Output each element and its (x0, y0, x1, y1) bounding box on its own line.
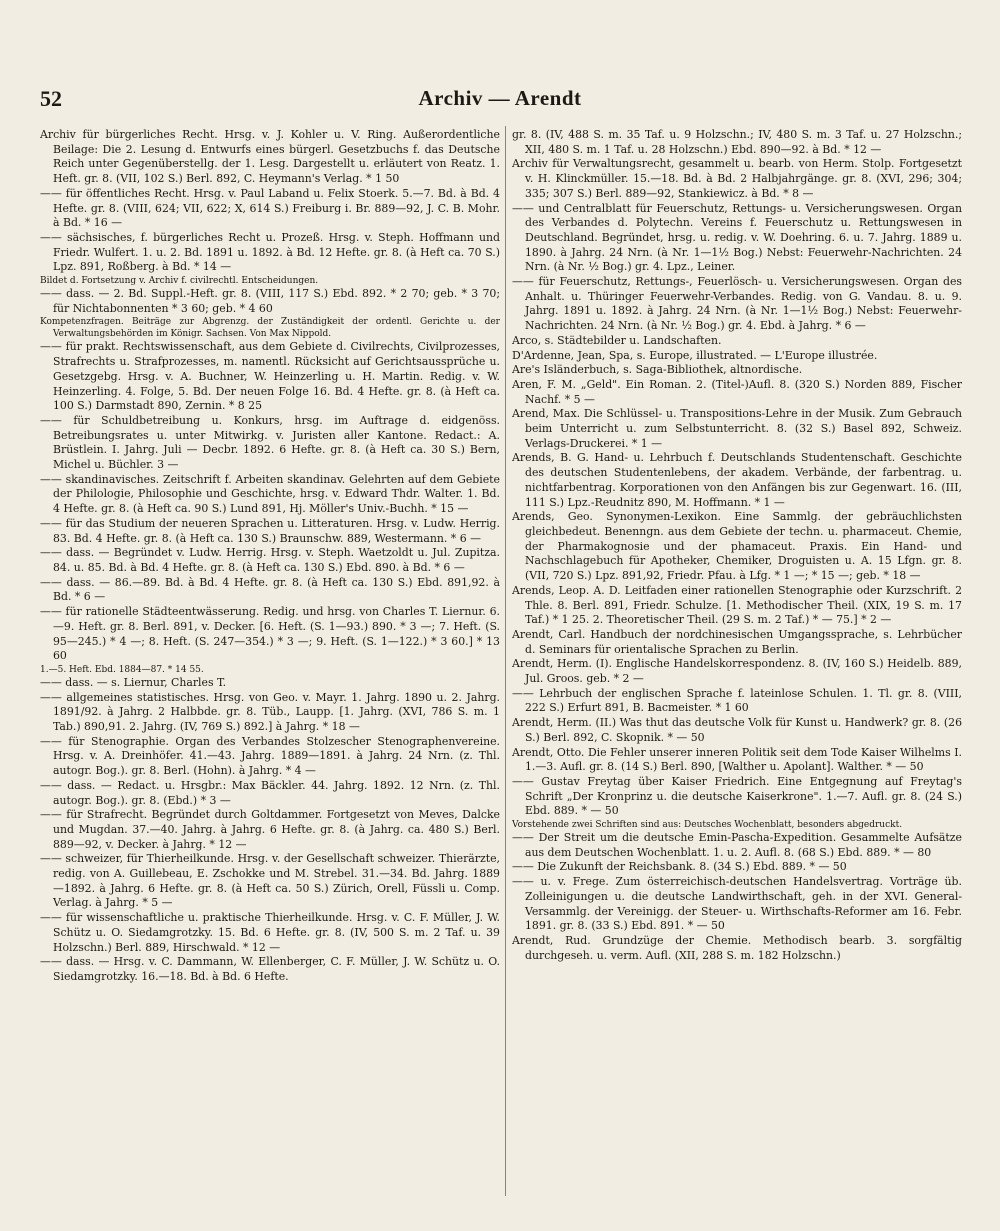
bibliography-entry: —— u. v. Frege. Zum österreichisch-deutschen Handelsvertrag. Vorträge üb. Zolleinigungen u. die deutsche Landwirthschaft, geh. in der XVI. General-Versammlg. der Vereinigg. der Steuer- u. Wirthschafts-Reformer am 16. Febr. 1891. gr. 8. (33 S.) Ebd. 891. * — 50 (512, 875, 962, 933)
bibliography-entry: Aren, F. M. „Geld". Ein Roman. 2. (Titel-)Aufl. 8. (320 S.) Norden 889, Fischer Nachf. * 5 — (512, 377, 962, 406)
bibliography-entry: Arends, B. G. Hand- u. Lehrbuch f. Deutschlands Studentenschaft. Geschichte des deutschen Studentenlebens, der akadem. Verbände, der farbentrag. u. nichtfarbentrag. Korporationen von den Anfängen bis zur Gegenwart. 16. (III, 111 S.) Lpz.-Reudnitz 890, M. Hoffmann. * 1 — (512, 451, 962, 509)
bibliography-entry: —— dass. — 2. Bd. Suppl.-Heft. gr. 8. (VIII, 117 S.) Ebd. 892. * 2 70; geb. * 3 70; für Nichtabonnenten * 3 60; geb. * 4 60 (40, 287, 500, 315)
bibliography-entry: Archiv für bürgerliches Recht. Hrsg. v. J. Kohler u. V. Ring. Außerordentliche Beilage: Die 2. Lesung d. Entwurfs eines bürgerl. Gesetzbuchs f. das Deutsche Reich unter Gegenüberstellg. der 1. Lesg. Dargestellt u. erläutert von Reatz. 1. Heft. gr. 8. (VII, 102 S.) Berl. 892, C. Heymann's Verlag. * 1 50 (40, 128, 500, 186)
right-column (512, 128, 962, 1203)
bibliography-entry: —— für prakt. Rechtswissenschaft, aus dem Gebiete d. Civilrechts, Civilprozesses, Strafrechts u. Strafprozesses, m. namentl. Rücksicht auf Gerichtsaussprüche u. Gesetzgebg. Hrsg. v. A. Buchner, W. Heinzerling u. H. Martin. Redig. v. W. Heinzerling. 4. Folge, 5. Bd. Der neuen Folge 16. Bd. 4 Hefte. gr. 8. (à Heft ca. 100 S.) Darmstadt 890, Zernin. * 8 25 (40, 340, 500, 413)
bibliography-entry: —— dass. — s. Liernur, Charles T. (40, 675, 227, 689)
bibliography-entry: —— für Strafrecht. Begründet durch Goltdammer. Fortgesetzt von Meves, Dalcke und Mugdan. 37.—40. Jahrg. à Jahrg. 6 Hefte. gr. 8. (à Jahrg. ca. 480 S.) Berl. 889—92, v. Decker. à Jahrg. * 12 — (40, 808, 500, 851)
bibliography-entry: Arendt, Rud. Grundzüge der Chemie. Methodisch bearb. 3. sorgfältig durchgeseh. u. verm. Aufl. (XII, 288 S. m. 182 Holzschn.) (512, 933, 962, 962)
bibliography-entry: Arendt, Otto. Die Fehler unserer inneren Politik seit dem Tode Kaiser Wilhelms I. 1.—3. Aufl. gr. 8. (14 S.) Berl. 890, [Walther u. Apolant]. Walther. * — 50 (512, 745, 962, 774)
bibliography-entry: —— für das Studium der neueren Sprachen u. Litteraturen. Hrsg. v. Ludw. Herrig. 83. Bd. 4 Hefte. gr. 8. (à Heft ca. 130 S.) Braunschw. 889, Westermann. * 6 — (40, 516, 500, 545)
bibliography-entry: Are's Isländerbuch, s. Saga-Bibliothek, altnordische. (512, 363, 803, 377)
bibliography-entry: —— allgemeines statistisches. Hrsg. von Geo. v. Mayr. 1. Jahrg. 1890 u. 2. Jahrg. 1891/92. à Jahrg. 2 Halbbde. gr. 8. Tüb., Laupp. [1. Jahrg. (XVI, 786 S. m. 1 Tab.) 890,91. 2. Jahrg. (IV, 769 S.) 892.] à Jahrg. * 18 — (40, 690, 500, 734)
bibliography-entry: Arend, Max. Die Schlüssel- u. Transpositions-Lehre in der Musik. Zum Gebrauch beim Unterricht u. zum Selbstunterricht. 8. (32 S.) Basel 892, Schweiz. Verlags-Druckerei. * 1 — (512, 407, 962, 450)
column-divider (505, 126, 506, 1196)
bibliography-entry: —— sächsisches, f. bürgerliches Recht u. Prozeß. Hrsg. v. Steph. Hoffmann und Friedr. Wulfert. 1. u. 2. Bd. 1891 u. 1892. à Bd. 12 Hefte. gr. 8. (à Heft ca. 70 S.) Lpz. 891, Roßberg. à Bd. * 14 — (40, 230, 500, 274)
bibliography-entry: 1.—5. Heft. Ebd. 1884—87. * 14 55. (40, 664, 204, 675)
bibliography-entry: —— und Centralblatt für Feuerschutz, Rettungs- u. Versicherungswesen. Organ des Verbandes d. Polytechn. Vereins f. Feuerschutz u. Rettungswesen in Deutschland. Begründet, hrsg. u. redig. v. W. Doehring. 6. u. 7. Jahrg. 1889 u. 1890. à Jahrg. 24 Nrn. (à Nr. 1—1½ Bog.) Nebst: Feuerwehr-Nachrichten. 24 Nrn. (à Nr. ½ Bog.) gr. 4. Lpz., Leiner. (512, 201, 962, 274)
bibliography-entry: —— Lehrbuch der englischen Sprache f. lateinlose Schulen. 1. Tl. gr. 8. (VIII, 222 S.) Erfurt 891, B. Bacmeister. * 1 60 (512, 686, 962, 715)
bibliography-entry: D'Ardenne, Jean, Spa, s. Europe, illustrated. — L'Europe illustrée. (512, 348, 878, 362)
bibliography-entry: —— für öffentliches Recht. Hrsg. v. Paul Laband u. Felix Stoerk. 5.—7. Bd. à Bd. 4 Hefte. gr. 8. (VIII, 624; VII, 622; X, 614 S.) Freiburg i. Br. 889—92, J. C. B. Mohr. à Bd. * 16 — (40, 186, 500, 230)
bibliography-entry: Arends, Leop. A. D. Leitfaden einer rationellen Stenographie oder Kurzschrift. 2 Thle. 8. Berl. 891, Friedr. Schulze. [1. Methodischer Theil. (XIX, 19 S. m. 17 Taf.) * 1 25. 2. Theoretischer Theil. (29 S. m. 2 Taf.) * — 75.] * 2 — (512, 583, 962, 627)
bibliography-entry: Vorstehende zwei Schriften sind aus: Deutsches Wochenblatt, besonders abgedruckt. (512, 820, 903, 831)
bibliography-entry: Arco, s. Städtebilder u. Landschaften. (512, 333, 722, 347)
left-column (40, 128, 500, 1203)
bibliography-entry: —— skandinavisches. Zeitschrift f. Arbeiten skandinav. Gelehrten auf dem Gebiete der Philologie, Philosophie und Geschichte, hrsg. v. Edward Thdr. Walter. 1. Bd. 4 Hefte. gr. 8. (à Heft ca. 90 S.) Lund 891, Hj. Möller's Univ.-Buchh. * 15 — (40, 472, 500, 516)
bibliography-entry: —— dass. — Hrsg. v. C. Dammann, W. Ellenberger, C. F. Müller, J. W. Schütz u. O. Siedamgrotzky. 16.—18. Bd. à Bd. 6 Hefte. (40, 955, 500, 983)
bibliography-entry: Arends, Geo. Synonymen-Lexikon. Eine Sammlg. der gebräuchlichsten gleichbedeut. Benenngn. aus dem Gebiete der techn. u. pharmaceut. Chemie, der Pharmakognosie und der phamaceut. Praxis. Ein Hand- und Nachschlagebuch für Apotheker, Chemiker, Droguisten u. A. 15 Lfgn. gr. 8. (VII, 720 S.) Lpz. 891,92, Friedr. Pfau. à Lfg. * 1 —; * 15 —; geb. * 18 — (512, 510, 962, 583)
bibliography-entry: —— für wissenschaftliche u. praktische Thierheilkunde. Hrsg. v. C. F. Müller, J. W. Schütz u. O. Siedamgrotzky. 15. Bd. 6 Hefte. gr. 8. (IV, 500 S. m. 2 Taf. u. 39 Holzschn.) Berl. 889, Hirschwald. * 12 — (40, 911, 500, 954)
bibliography-entry: —— dass. — 86.—89. Bd. à Bd. 4 Hefte. gr. 8. (à Heft ca. 130 S.) Ebd. 891,92. à Bd. * 6 — (40, 575, 500, 604)
bibliography-entry: —— schweizer, für Thierheilkunde. Hrsg. v. der Gesellschaft schweizer. Thierärzte, redig. von A. Guillebeau, E. Zschokke und M. Strebel. 31.—34. Bd. Jahrg. 1889—1892. à Jahrg. 6 Hefte. gr. 8. (à Heft ca. 50 S.) Zürich, Orell, Füssli u. Comp. Verlag. à Jahrg. * 5 — (40, 852, 500, 910)
page-number: 52 (40, 86, 62, 111)
bibliography-entry: —— für Stenographie. Organ des Verbandes Stolzescher Stenographenvereine. Hrsg. v. A. Dreinhöfer. 41.—43. Jahrg. 1889—1891. à Jahrg. 24 Nrn. (z. Thl. autogr. Bog.). gr. 8. Berl. (Hohn). à Jahrg. * 4 — (40, 734, 500, 778)
bibliography-entry: Arendt, Herm. (II.) Was thut das deutsche Volk für Kunst u. Handwerk? gr. 8. (26 S.) Berl. 892, C. Skopnik. * — 50 (512, 716, 962, 744)
running-title: Archiv — Arendt (418, 86, 582, 110)
bibliography-entry: —— für Schuldbetreibung u. Konkurs, hrsg. im Auftrage d. eidgenöss. Betreibungsrates u. unter Mitwirkg. v. Juristen aller Kantone. Redact.: A. Brüstlein. I. Jahrg. Juli — Decbr. 1892. 6 Hefte. gr. 8. (à Heft ca. 30 S.) Bern, Michel u. Büchler. 3 — (40, 413, 500, 472)
bibliography-entry: Arendt, Carl. Handbuch der nordchinesischen Umgangssprache, s. Lehrbücher d. Seminars für orientalische Sprachen zu Berlin. (512, 627, 962, 656)
bibliography-entry: Archiv für Verwaltungsrecht, gesammelt u. bearb. von Herm. Stolp. Fortgesetzt v. H. Klinckmüller. 15.—18. Bd. à Bd. 2 Halbjahrgänge. gr. 8. (XVI, 296; 304; 335; 307 S.) Berl. 889—92, Stankiewicz. à Bd. * 8 — (512, 157, 962, 200)
bibliography-entry: —— dass. — Begründet v. Ludw. Herrig. Hrsg. v. Steph. Waetzoldt u. Jul. Zupitza. 84. u. 85. Bd. à Bd. 4 Hefte. gr. 8. (à Heft ca. 130 S.) Ebd. 890. à Bd. * 6 — (40, 546, 500, 574)
bibliography-entry: —— dass. — Redact. u. Hrsgbr.: Max Bäckler. 44. Jahrg. 1892. 12 Nrn. (z. Thl. autogr. Bog.). gr. 8. (Ebd.) * 3 — (40, 778, 500, 807)
bibliography-entry: —— Gustav Freytag über Kaiser Friedrich. Eine Entgegnung auf Freytag's Schrift „Der Kronprinz u. die deutsche Kaiserkrone". 1.—7. Aufl. gr. 8. (24 S.) Ebd. 889. * — 50 (512, 774, 962, 818)
bibliography-entry: —— für rationelle Städteentwässerung. Redig. und hrsg. von Charles T. Liernur. 6.—9. Heft. gr. 8. Berl. 891, v. Decker. [6. Heft. (S. 1—93.) 890. * 3 —; 7. Heft. (S. 95—245.) * 4 —; 8. Heft. (S. 247—354.) * 3 —; 9. Heft. (S. 1—122.) * 3 60.] * 13 60 (40, 605, 500, 663)
bibliography-entry: gr. 8. (IV, 488 S. m. 35 Taf. u. 9 Holzschn.; IV, 480 S. m. 3 Taf. u. 27 Holzschn.; XII, 480 S. m. 1 Taf. u. 28 Holzschn.) Ebd. 890—92. à Bd. * 12 — (512, 128, 962, 156)
bibliography-entry: Bildet d. Fortsetzung v. Archiv f. civilrechtl. Entscheidungen. (40, 276, 319, 287)
bibliography-entry: Arendt, Herm. (I). Englische Handelskorrespondenz. 8. (IV, 160 S.) Heidelb. 889, Jul. Groos. geb. * 2 — (512, 657, 962, 686)
page-header (40, 86, 960, 122)
bibliography-entry: Kompetenzfragen. Beiträge zur Abgrenzg. der Zuständigkeit der ordentl. Gerichte u. der Verwaltungsbehörden im Königr. Sachsen. Von Max Nippold. (40, 317, 500, 340)
bibliography-entry: —— Der Streit um die deutsche Emin-Pascha-Expedition. Gesammelte Aufsätze aus dem Deutschen Wochenblatt. 1. u. 2. Aufl. 8. (68 S.) Ebd. 889. * — 80 (512, 831, 962, 859)
bibliography-entry: —— für Feuerschutz, Rettungs-, Feuerlösch- u. Versicherungswesen. Organ des Anhalt. u. Thüringer Feuerwehr-Verbandes. Redig. von G. Vandau. 8. u. 9. Jahrg. 1891 u. 1892. à Jahrg. 24 Nrn. (à Nr. 1—1½ Bog.) Nebst: Feuerwehr-Nachrichten. 24 Nrn. (à Nr. ½ Bog.) gr. 4. Ebd. à Jahrg. * 6 — (512, 275, 962, 333)
bibliography-entry: —— Die Zukunft der Reichsbank. 8. (34 S.) Ebd. 889. * — 50 (512, 860, 847, 874)
